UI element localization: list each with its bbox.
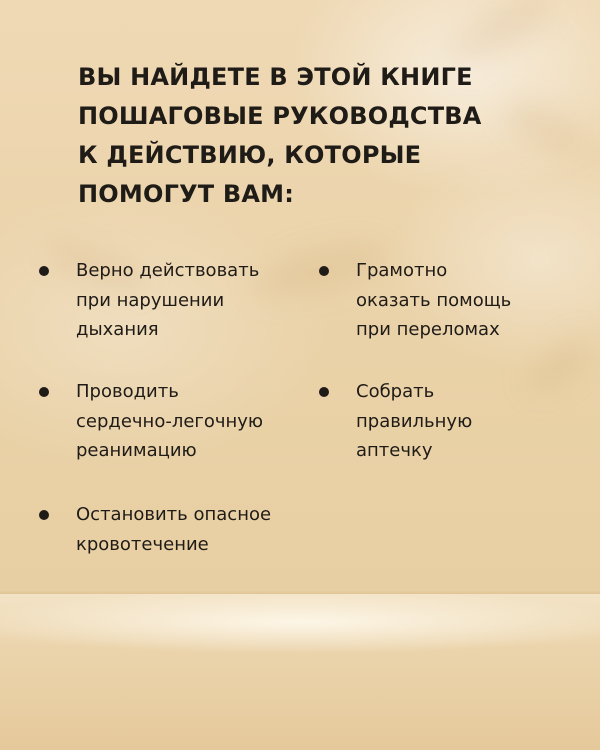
list-item-fractures bbox=[356, 256, 511, 345]
list-item-line: оказать помощь bbox=[356, 289, 512, 311]
bullet-icon bbox=[39, 510, 49, 520]
list-item-line: Грамотно bbox=[356, 260, 448, 281]
list-item-line: Собрать bbox=[356, 381, 435, 402]
bullet-icon bbox=[39, 266, 49, 276]
list-item-line: Проводить bbox=[76, 381, 179, 402]
list-item-line: реанимацию bbox=[76, 440, 197, 461]
list-item-cpr bbox=[76, 377, 263, 466]
list-item-first-aid-kit bbox=[356, 377, 472, 466]
list-item-line: Верно действовать bbox=[76, 260, 260, 281]
headline-line: ВЫ НАЙДЕТЕ В ЭТОЙ КНИГЕ bbox=[78, 63, 473, 91]
list-item-line: кровотечение bbox=[76, 533, 209, 555]
bullet-icon bbox=[319, 387, 329, 397]
list-item-line: сердечно-легочную bbox=[76, 410, 264, 432]
list-item-line: аптечку bbox=[356, 440, 433, 461]
list-item-line: правильную bbox=[356, 410, 473, 432]
bullet-icon bbox=[39, 387, 49, 397]
headline-line: К ДЕЙСТВИЮ, КОТОРЫЕ bbox=[78, 141, 422, 169]
list-item-line: Остановить опасное bbox=[76, 504, 272, 525]
headline bbox=[78, 58, 538, 214]
list-item-breathing bbox=[76, 256, 259, 345]
list-item-line: при нарушении bbox=[76, 289, 225, 311]
headline-line: ПОМОГУТ ВАМ: bbox=[78, 180, 295, 208]
bullet-icon bbox=[319, 266, 329, 276]
list-item-line: при переломах bbox=[356, 319, 500, 340]
floor-surface bbox=[0, 594, 600, 750]
leaf-shadow bbox=[520, 328, 600, 402]
headline-line: ПОШАГОВЫЕ РУКОВОДСТВА bbox=[78, 102, 482, 130]
list-item-bleeding bbox=[76, 500, 271, 559]
list-item-line: дыхания bbox=[76, 319, 159, 340]
